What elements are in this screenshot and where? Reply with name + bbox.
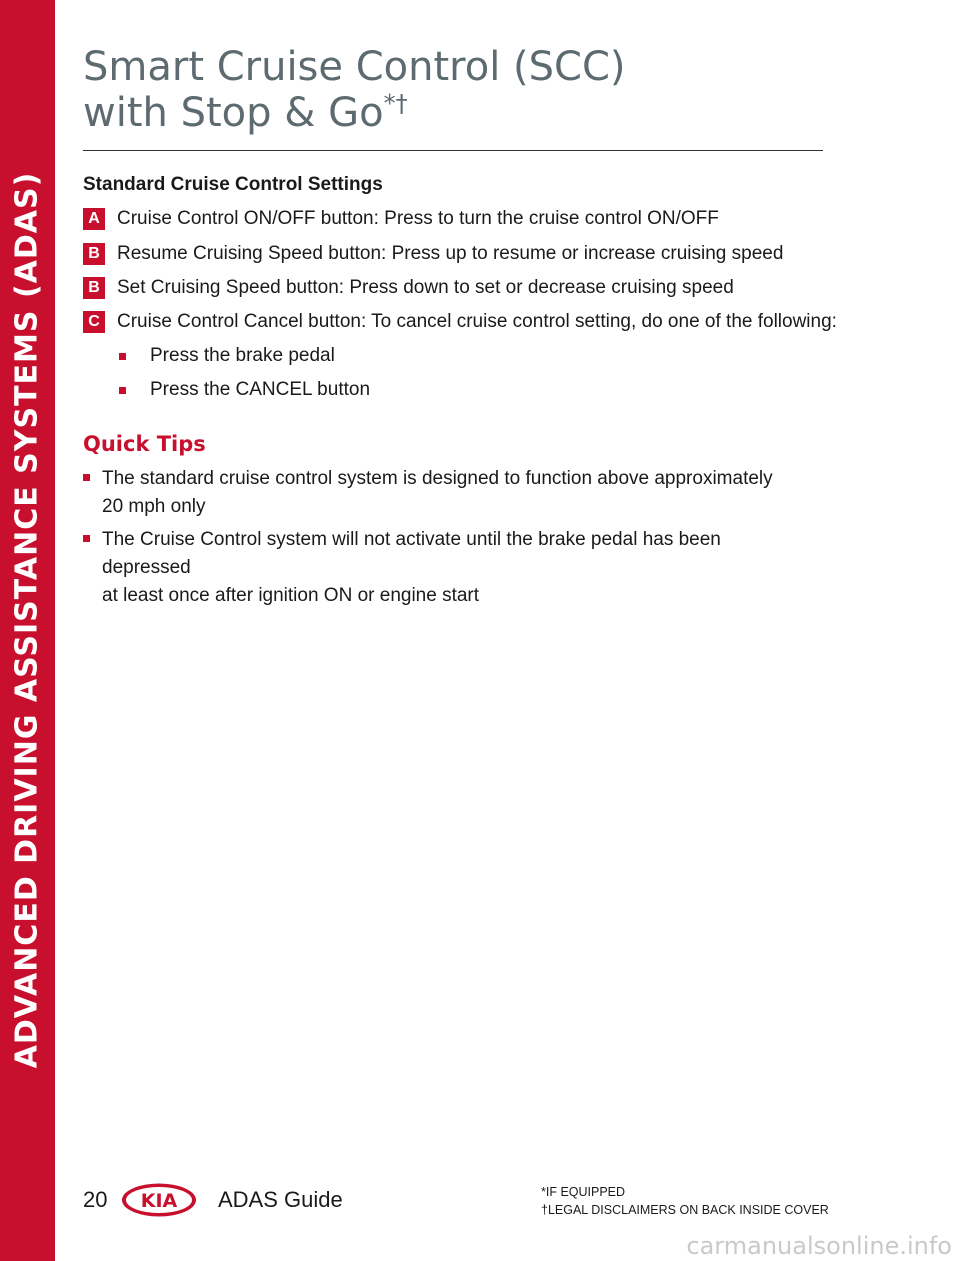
kia-logo-text: KIA: [140, 1190, 178, 1212]
guide-label: ADAS Guide: [218, 1187, 343, 1212]
tip-line: at least once after ignition ON or engine start: [102, 585, 480, 606]
settings-item-text: Resume Cruising Speed button: Press up to resume or increase cruising speed: [117, 243, 784, 264]
settings-item-text: Cruise Control Cancel button: To cancel cruise control setting, do one of the following:: [117, 311, 837, 332]
square-bullet-icon: [83, 474, 90, 481]
page-number: 20: [83, 1187, 108, 1212]
sub-item-cancel: [119, 379, 370, 401]
badge-b: B: [83, 277, 105, 299]
sub-item-brake: [119, 345, 335, 367]
badge-a: A: [83, 208, 105, 230]
quick-tip-2: [83, 526, 803, 610]
square-bullet-icon: [83, 535, 90, 542]
title-line-1: Smart Cruise Control (SCC): [83, 44, 626, 90]
badge-b: B: [83, 243, 105, 265]
title-marks: *†: [383, 89, 408, 118]
quick-tip-1: [83, 465, 803, 521]
footnotes: [541, 1183, 829, 1219]
settings-item-b-resume: [83, 243, 783, 265]
title-line-2: with Stop & Go: [83, 90, 384, 136]
footnote-if-equipped: *IF EQUIPPED: [541, 1185, 626, 1199]
settings-item-b-set: [83, 277, 734, 299]
sidebar-label: ADVANCED DRIVING ASSISTANCE SYSTEMS (ADAS): [9, 171, 45, 1069]
sub-item-text: Press the CANCEL button: [150, 379, 371, 400]
square-bullet-icon: [119, 387, 126, 394]
badge-c: C: [83, 311, 105, 333]
title-divider: [83, 150, 823, 151]
footnote-legal: †LEGAL DISCLAIMERS ON BACK INSIDE COVER: [541, 1203, 829, 1217]
sub-item-text: Press the brake pedal: [150, 345, 335, 366]
page-title: [83, 44, 625, 136]
tip-line: The standard cruise control system is designed to function above approximately: [102, 468, 773, 489]
sidebar-band: [0, 0, 55, 1261]
tip-line: The Cruise Control system will not activate until the brake pedal has been depressed: [102, 529, 721, 578]
settings-item-a: [83, 208, 719, 230]
kia-logo-icon: [120, 1182, 198, 1218]
settings-item-c: [83, 311, 837, 333]
tip-line: 20 mph only: [102, 496, 206, 517]
square-bullet-icon: [119, 353, 126, 360]
settings-item-text: Set Cruising Speed button: Press down to set or decrease cruising speed: [117, 277, 734, 298]
settings-item-text: Cruise Control ON/OFF button: Press to turn the cruise control ON/OFF: [117, 208, 719, 229]
quick-tips-heading: Quick Tips: [83, 432, 206, 456]
settings-heading: Standard Cruise Control Settings: [83, 174, 383, 195]
watermark: carmanualsonline.info: [686, 1232, 952, 1260]
